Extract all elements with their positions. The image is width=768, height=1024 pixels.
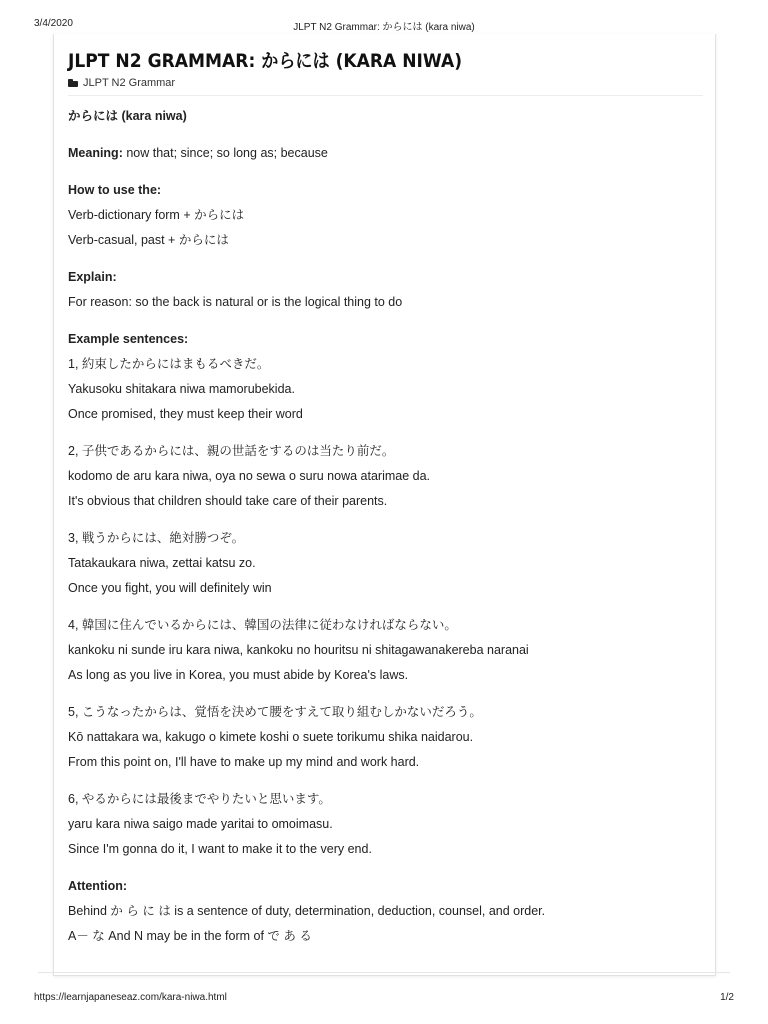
article-title: JLPT N2 GRAMMAR: からには (KARA NIWA)	[68, 50, 463, 72]
example-japanese: 6, やるからには最後までやりたいと思います。	[68, 792, 331, 806]
example-japanese: 2, 子供であるからには、親の世話をするのは当たり前だ。	[68, 444, 395, 458]
grammar-heading: からには (kara niwa)	[68, 109, 187, 123]
examples-label: Example sentences:	[68, 332, 189, 346]
category-link[interactable]	[68, 77, 175, 89]
example-english: It's obvious that children should take care of their parents.	[68, 494, 388, 508]
page-divider	[38, 972, 730, 973]
page-number: 1/2	[720, 992, 734, 1003]
article-card	[53, 34, 716, 976]
example-english: Once you fight, you will definitely win	[68, 581, 272, 595]
print-title: JLPT N2 Grammar: からには (kara niwa)	[293, 22, 475, 33]
example-romaji: yaru kara niwa saigo made yaritai to omoimasu.	[68, 817, 333, 831]
example-japanese: 5, こうなったからは、覚悟を決めて腰をすえて取り組むしかないだろう。	[68, 705, 482, 719]
example-english: Once promised, they must keep their word	[68, 407, 303, 421]
article-content	[68, 104, 698, 949]
example-romaji: Tatakaukara niwa, zettai katsu zo.	[68, 556, 256, 570]
example-romaji: kodomo de aru kara niwa, oya no sewa o suru nowa atarimae da.	[68, 469, 431, 483]
print-header	[34, 18, 734, 32]
print-url: https://learnjapaneseaz.com/kara-niwa.html	[34, 992, 227, 1003]
category-divider	[68, 95, 703, 96]
meaning-text: now that; since; so long as; because	[122, 146, 328, 160]
print-date: 3/4/2020	[34, 18, 73, 29]
example-english: As long as you live in Korea, you must abide by Korea's laws.	[68, 668, 409, 682]
example-english: From this point on, I'll have to make up my mind and work hard.	[68, 755, 420, 769]
example-japanese: 3, 戦うからには、絶対勝つぞ。	[68, 531, 245, 545]
attention-line: Behind か ら に は is a sentence of duty, determination, deduction, counsel, and order.	[68, 904, 546, 918]
folder-icon	[68, 79, 78, 87]
attention-line: A－ な And N may be in the form of で あ る	[68, 929, 312, 943]
attention-label: Attention:	[68, 879, 128, 893]
example-romaji: kankoku ni sunde iru kara niwa, kankoku no houritsu ni shitagawanakereba naranai	[68, 643, 529, 657]
usage-line: Verb-dictionary form + からには	[68, 208, 245, 222]
print-footer	[34, 992, 734, 1006]
example-japanese: 4, 韓国に住んでいるからには、韓国の法律に従わなければならない。	[68, 618, 457, 632]
example-romaji: Kō nattakara wa, kakugo o kimete koshi o suete torikumu shika naidarou.	[68, 730, 474, 744]
example-english: Since I'm gonna do it, I want to make it to the very end.	[68, 842, 372, 856]
explain-text: For reason: so the back is natural or is the logical thing to do	[68, 295, 403, 309]
explain-label: Explain:	[68, 270, 117, 284]
meaning-label: Meaning:	[68, 146, 123, 160]
example-romaji: Yakusoku shitakara niwa mamorubekida.	[68, 382, 295, 396]
example-japanese: 1, 約束したからにはまもるべきだ。	[68, 357, 270, 371]
how-to-use-label: How to use the:	[68, 183, 162, 197]
meaning-line	[68, 141, 698, 166]
category-label[interactable]: JLPT N2 Grammar	[83, 77, 176, 89]
usage-line: Verb-casual, past + からには	[68, 233, 229, 247]
